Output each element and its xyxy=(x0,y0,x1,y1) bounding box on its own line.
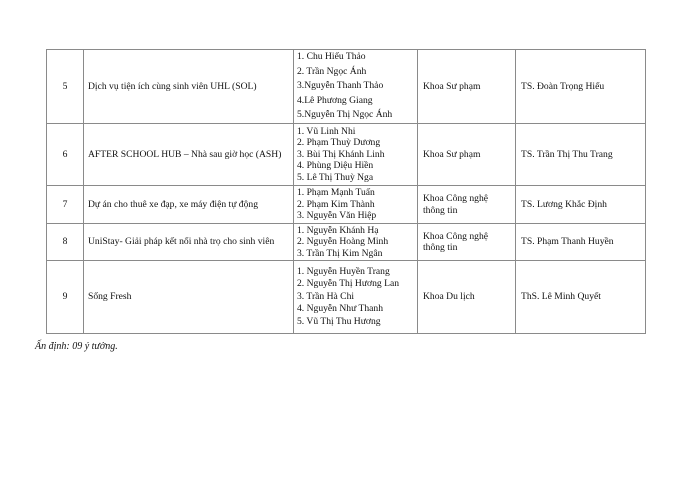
member: 4. Nguyễn Như Thanh xyxy=(297,303,384,315)
faculty: Khoa Công nghệ thông tin xyxy=(418,224,516,261)
row-number: 9 xyxy=(47,261,84,334)
member: 4. Phùng Diệu Hiền xyxy=(297,160,374,172)
member: 1. Nguyễn Khánh Hạ xyxy=(297,224,379,236)
advisor: TS. Đoàn Trọng Hiếu xyxy=(516,50,646,124)
row-number: 6 xyxy=(47,124,84,186)
table-row xyxy=(47,124,646,186)
member: 1. Vũ Linh Nhi xyxy=(297,125,356,137)
member: 3. Trần Hà Chi xyxy=(297,290,355,302)
project-name: UniStay- Giải pháp kết nối nhà trọ cho sinh viên xyxy=(84,224,294,261)
member: 1. Phạm Mạnh Tuấn xyxy=(297,187,375,199)
project-name: Dự án cho thuê xe đạp, xe máy điện tự động xyxy=(84,186,294,224)
member: 1. Chu Hiếu Thảo xyxy=(297,51,366,63)
row-number: 5 xyxy=(47,50,84,124)
table-row xyxy=(47,261,646,334)
member: 3.Nguyễn Thanh Thảo xyxy=(297,80,384,92)
member: 4.Lê Phương Giang xyxy=(297,94,373,106)
member: 2. Nguyễn Thị Hương Lan xyxy=(297,278,400,290)
member: 5. Vũ Thị Thu Hương xyxy=(297,315,381,327)
member: 1. Nguyễn Huyền Trang xyxy=(297,265,390,277)
advisor: TS. Trần Thị Thu Trang xyxy=(516,124,646,186)
member: 5. Lê Thị Thuỳ Nga xyxy=(297,171,374,183)
table-row xyxy=(47,50,646,124)
project-name: AFTER SCHOOL HUB – Nhà sau giờ học (ASH) xyxy=(84,124,294,186)
member-list xyxy=(294,186,418,224)
member: 3. Bùi Thị Khánh Linh xyxy=(297,148,385,160)
member: 3. Nguyễn Văn Hiệp xyxy=(297,210,377,222)
faculty: Khoa Du lịch xyxy=(418,261,516,334)
faculty: Khoa Công nghệ thông tin xyxy=(418,186,516,224)
member: 2. Trần Ngọc Ánh xyxy=(297,65,367,77)
ideas-table xyxy=(46,49,646,334)
member-list xyxy=(294,124,418,186)
project-name: Sống Fresh xyxy=(84,261,294,334)
member: 2. Phạm Kim Thành xyxy=(297,198,375,210)
member: 2. Phạm Thuỳ Dương xyxy=(297,137,381,149)
faculty: Khoa Sư phạm xyxy=(418,124,516,186)
advisor: TS. Phạm Thanh Huyền xyxy=(516,224,646,261)
member: 3. Trần Thị Kim Ngân xyxy=(297,247,383,259)
member: 5.Nguyễn Thị Ngọc Ánh xyxy=(297,109,393,121)
member: 2. Nguyễn Hoàng Minh xyxy=(297,236,389,248)
member-list xyxy=(294,224,418,261)
table-row xyxy=(47,186,646,224)
summary-note: Ấn định: 09 ý tưởng. xyxy=(35,341,118,352)
row-number: 8 xyxy=(47,224,84,261)
member-list xyxy=(294,261,418,334)
faculty: Khoa Sư phạm xyxy=(418,50,516,124)
advisor: TS. Lương Khắc Định xyxy=(516,186,646,224)
project-name: Dịch vụ tiện ích cùng sinh viên UHL (SOL) xyxy=(84,50,294,124)
advisor: ThS. Lê Minh Quyết xyxy=(516,261,646,334)
row-number: 7 xyxy=(47,186,84,224)
table-row xyxy=(47,224,646,261)
member-list xyxy=(294,50,418,124)
